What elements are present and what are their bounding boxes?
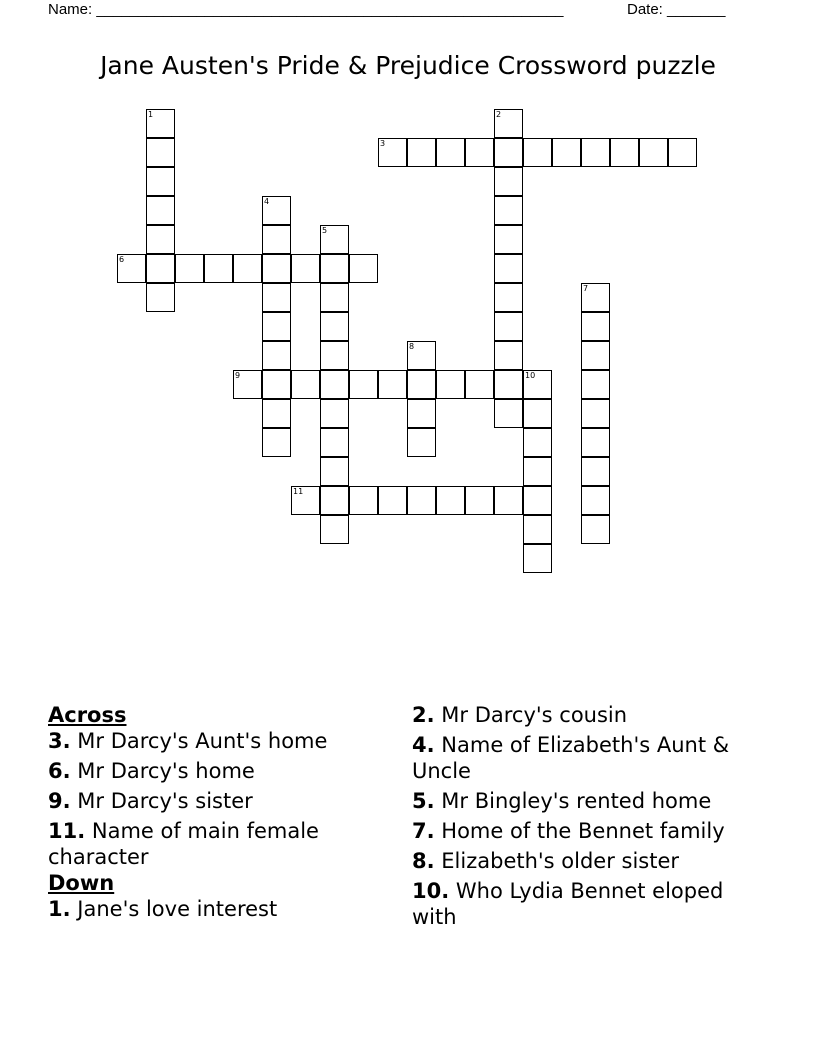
- crossword-cell[interactable]: [494, 167, 523, 196]
- crossword-cell[interactable]: [146, 283, 175, 312]
- crossword-cell[interactable]: [262, 341, 291, 370]
- crossword-cell[interactable]: [494, 138, 523, 167]
- cell-number: 8: [409, 342, 415, 351]
- crossword-cell[interactable]: [465, 486, 494, 515]
- crossword-cell[interactable]: [320, 428, 349, 457]
- crossword-cell[interactable]: [233, 370, 262, 399]
- crossword-cell[interactable]: [349, 486, 378, 515]
- crossword-cell[interactable]: [581, 486, 610, 515]
- crossword-cell[interactable]: [204, 254, 233, 283]
- crossword-cell[interactable]: [233, 254, 262, 283]
- crossword-cell[interactable]: [581, 399, 610, 428]
- crossword-cell[interactable]: [378, 370, 407, 399]
- clue-number: 10.: [412, 879, 450, 903]
- crossword-cell[interactable]: [523, 515, 552, 544]
- clue-across-6: [48, 758, 398, 784]
- crossword-cell[interactable]: [581, 341, 610, 370]
- clue-number: 9.: [48, 789, 71, 813]
- crossword-cell[interactable]: [494, 370, 523, 399]
- crossword-cell[interactable]: [146, 254, 175, 283]
- crossword-cell[interactable]: [494, 254, 523, 283]
- crossword-cell[interactable]: [146, 196, 175, 225]
- crossword-cell[interactable]: [407, 486, 436, 515]
- clue-number: 7.: [412, 819, 435, 843]
- crossword-cell[interactable]: [146, 167, 175, 196]
- clue-text: Name of Elizabeth's Aunt & Uncle: [412, 733, 730, 783]
- crossword-cell[interactable]: [320, 370, 349, 399]
- crossword-cell[interactable]: [465, 370, 494, 399]
- crossword-cell[interactable]: [523, 138, 552, 167]
- crossword-cell[interactable]: [320, 341, 349, 370]
- crossword-cell[interactable]: [407, 138, 436, 167]
- crossword-cell[interactable]: [262, 196, 291, 225]
- cell-number: 5: [322, 226, 328, 235]
- clues-left-column: [48, 702, 398, 926]
- cell-number: 9: [235, 371, 241, 380]
- cell-number: 6: [119, 255, 125, 264]
- across-heading: Across: [48, 703, 127, 727]
- cell-number: 4: [264, 197, 270, 206]
- cell-number: 1: [148, 110, 154, 119]
- crossword-cell[interactable]: [262, 254, 291, 283]
- clue-number: 8.: [412, 849, 435, 873]
- crossword-cell[interactable]: [523, 399, 552, 428]
- clue-text: Who Lydia Bennet eloped with: [412, 879, 724, 929]
- crossword-cell[interactable]: [436, 138, 465, 167]
- crossword-cell[interactable]: [117, 254, 146, 283]
- crossword-cell[interactable]: [494, 399, 523, 428]
- crossword-cell[interactable]: [146, 225, 175, 254]
- clue-text: Mr Darcy's sister: [77, 789, 253, 813]
- crossword-cell[interactable]: [436, 486, 465, 515]
- clue-number: 1.: [48, 897, 71, 921]
- crossword-cell[interactable]: [668, 138, 697, 167]
- crossword-cell[interactable]: [320, 486, 349, 515]
- clue-down-7: [412, 818, 772, 844]
- crossword-cell[interactable]: [523, 457, 552, 486]
- cell-number: 7: [583, 284, 589, 293]
- cell-number: 11: [293, 487, 304, 496]
- cell-number: 10: [525, 371, 536, 380]
- clue-down-1: [48, 896, 398, 922]
- clue-number: 6.: [48, 759, 71, 783]
- cell-number: 2: [496, 110, 502, 119]
- clue-text: Mr Darcy's home: [77, 759, 255, 783]
- clue-number: 3.: [48, 729, 71, 753]
- crossword-cell[interactable]: [262, 428, 291, 457]
- crossword-cell[interactable]: [291, 254, 320, 283]
- crossword-cell[interactable]: [465, 138, 494, 167]
- crossword-cell[interactable]: [320, 399, 349, 428]
- clue-across-9: [48, 788, 398, 814]
- date-line: Date: _______: [627, 1, 726, 18]
- clue-down-4: [412, 732, 772, 784]
- crossword-cell[interactable]: [146, 109, 175, 138]
- crossword-cell[interactable]: [494, 283, 523, 312]
- crossword-cell[interactable]: [581, 428, 610, 457]
- crossword-cell[interactable]: [436, 370, 465, 399]
- clue-number: 5.: [412, 789, 435, 813]
- crossword-cell[interactable]: [320, 254, 349, 283]
- crossword-cell[interactable]: [581, 312, 610, 341]
- crossword-cell[interactable]: [175, 254, 204, 283]
- crossword-cell[interactable]: [407, 341, 436, 370]
- crossword-cell[interactable]: [494, 341, 523, 370]
- crossword-cell[interactable]: [407, 399, 436, 428]
- clue-down-10: [412, 878, 772, 930]
- crossword-cell[interactable]: [494, 312, 523, 341]
- clue-down-2: [412, 702, 772, 728]
- crossword-cell[interactable]: [291, 370, 320, 399]
- crossword-cell[interactable]: [262, 370, 291, 399]
- clue-text: Name of main female character: [48, 819, 319, 869]
- crossword-cell[interactable]: [494, 109, 523, 138]
- clue-across-11: [48, 818, 398, 870]
- crossword-cell[interactable]: [262, 283, 291, 312]
- crossword-cell[interactable]: [552, 138, 581, 167]
- clue-down-8: [412, 848, 772, 874]
- clue-number: 11.: [48, 819, 86, 843]
- clue-text: Mr Darcy's Aunt's home: [77, 729, 328, 753]
- crossword-cell[interactable]: [146, 138, 175, 167]
- clue-number: 2.: [412, 703, 435, 727]
- crossword-cell[interactable]: [320, 283, 349, 312]
- crossword-cell[interactable]: [523, 486, 552, 515]
- clue-text: Elizabeth's older sister: [441, 849, 680, 873]
- crossword-cell[interactable]: [262, 399, 291, 428]
- crossword-cell[interactable]: [291, 486, 320, 515]
- clue-down-5: [412, 788, 772, 814]
- crossword-cell[interactable]: [407, 370, 436, 399]
- crossword-cell[interactable]: [523, 370, 552, 399]
- crossword-cell[interactable]: [262, 225, 291, 254]
- crossword-cell[interactable]: [494, 196, 523, 225]
- crossword-cell[interactable]: [581, 283, 610, 312]
- clue-across-3: [48, 728, 398, 754]
- crossword-cell[interactable]: [581, 138, 610, 167]
- crossword-cell[interactable]: [320, 312, 349, 341]
- page-title: Jane Austen's Pride & Prejudice Crossword puzzle: [100, 51, 716, 80]
- crossword-cell[interactable]: [523, 544, 552, 573]
- crossword-cell[interactable]: [378, 138, 407, 167]
- clue-text: Jane's love interest: [77, 897, 278, 921]
- clue-text: Mr Bingley's rented home: [441, 789, 712, 813]
- clues-right-column: [412, 702, 772, 934]
- down-heading: Down: [48, 871, 115, 895]
- clue-number: 4.: [412, 733, 435, 757]
- name-line: Name: ________________________________________________________: [48, 1, 564, 18]
- crossword-cell[interactable]: [523, 428, 552, 457]
- crossword-cell[interactable]: [378, 486, 407, 515]
- crossword-cell[interactable]: [610, 138, 639, 167]
- crossword-cell[interactable]: [581, 515, 610, 544]
- crossword-cell[interactable]: [320, 515, 349, 544]
- crossword-cell[interactable]: [320, 457, 349, 486]
- crossword-cell[interactable]: [349, 370, 378, 399]
- crossword-cell[interactable]: [349, 254, 378, 283]
- crossword-cell[interactable]: [581, 370, 610, 399]
- crossword-cell[interactable]: [494, 486, 523, 515]
- crossword-cell[interactable]: [262, 312, 291, 341]
- crossword-cell[interactable]: [639, 138, 668, 167]
- crossword-cell[interactable]: [581, 457, 610, 486]
- crossword-cell[interactable]: [320, 225, 349, 254]
- cell-number: 3: [380, 139, 386, 148]
- crossword-cell[interactable]: [407, 428, 436, 457]
- clue-text: Home of the Bennet family: [441, 819, 725, 843]
- crossword-cell[interactable]: [494, 225, 523, 254]
- clue-text: Mr Darcy's cousin: [441, 703, 628, 727]
